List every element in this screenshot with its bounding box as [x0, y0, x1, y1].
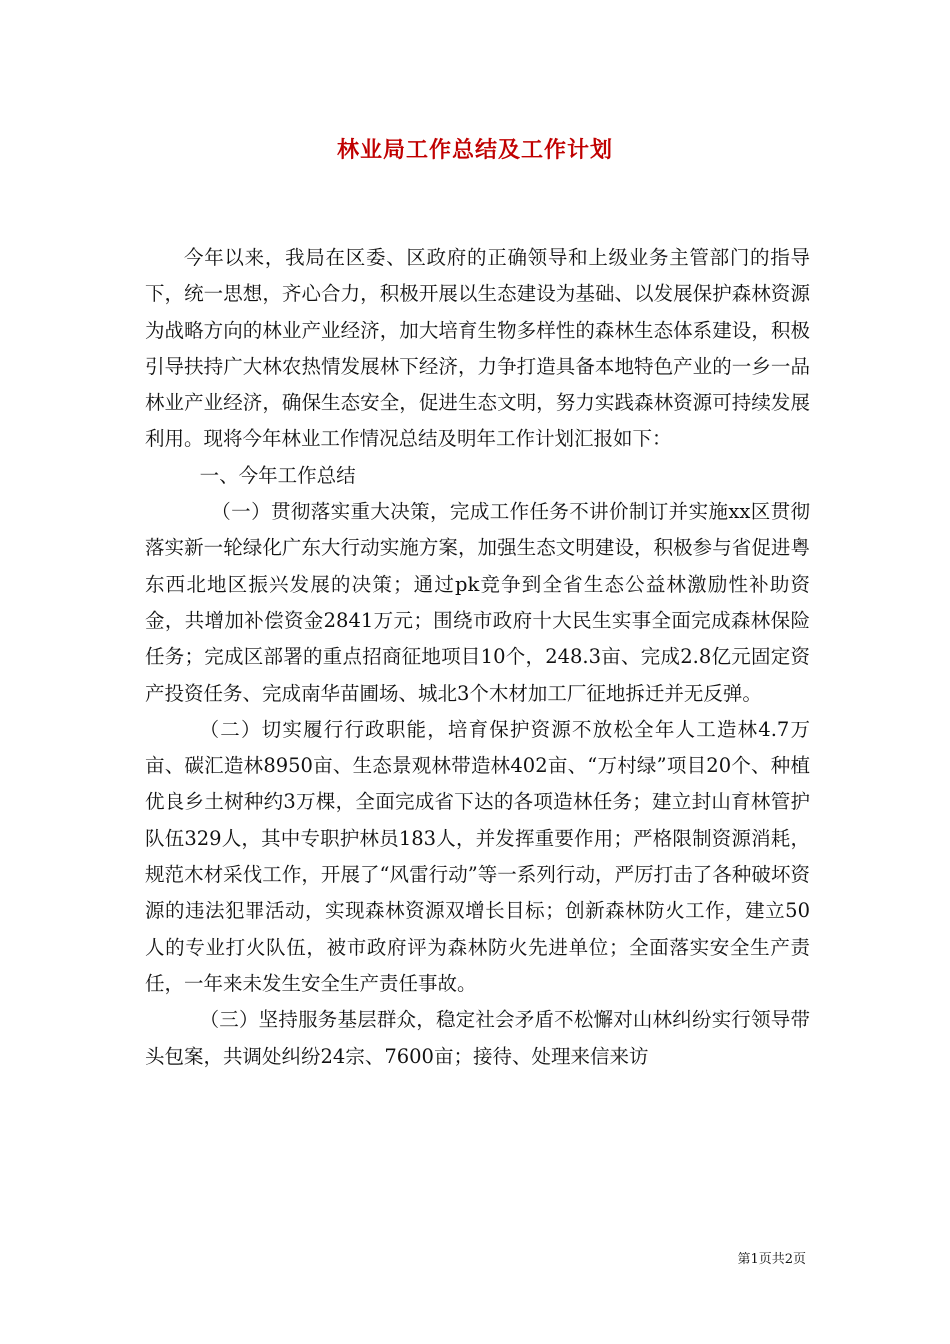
- section-heading: 一、今年工作总结: [199, 463, 356, 487]
- document-body: [145, 240, 810, 1075]
- page-number: 第1页共2页: [737, 1252, 806, 1267]
- subsection-paragraph-1: （一）贯彻落实重大决策，完成工作任务不讲价制订并实施xx区贯彻落实新一轮绿化广东大行动实施方案，加强生态文明建设，积极参与省促进粤东西北地区振兴发展的决策；通过pk竞争到全省生态公益林激励性补助资金，共增加补偿资金2841万元；围绕市政府十大民生实事全面完成森林保险任务；完成区部署的重点招商征地项目10个，248.3亩、完成2.8亿元固定资产投资任务、完成南华苗圃场、城北3个木材加工厂征地拆迁并无反弹。: [145, 500, 810, 705]
- intro-paragraph: 今年以来，我局在区委、区政府的正确领导和上级业务主管部门的指导下，统一思想，齐心合力，积极开展以生态建设为基础、以发展保护森林资源为战略方向的林业产业经济，加大培育生物多样性的森林生态体系建设，积极引导扶持广大林农热情发展林下经济，力争打造具备本地特色产业的一乡一品林业产业经济，确保生态安全，促进生态文明，努力实践森林资源可持续发展利用。现将今年林业工作情况总结及明年工作计划汇报如下：: [145, 246, 810, 451]
- document-title: 林业局工作总结及工作计划: [336, 137, 613, 163]
- subsection-paragraph-3: （三）坚持服务基层群众，稳定社会矛盾不松懈对山林纠纷实行领导带头包案，共调处纠纷24宗、7600亩；接待、处理来信来访: [145, 1008, 810, 1068]
- subsection-paragraph-2: （二）切实履行行政职能，培育保护资源不放松全年人工造林4.7万亩、碳汇造林8950亩、生态景观林带造林402亩、“万村绿”项目20个、种植优良乡土树种约3万棵，全面完成省下达的各项造林任务；建立封山育林管护队伍329人，其中专职护林员183人，并发挥重要作用；严格限制资源消耗，规范木材采伐工作，开展了“风雷行动”等一系列行动，严厉打击了各种破坏资源的违法犯罪活动，实现森林资源双增长目标；创新森林防火工作，建立50人的专业打火队伍，被市政府评为森林防火先进单位；全面落实安全生产责任，一年来未发生安全生产责任事故。: [145, 717, 810, 995]
